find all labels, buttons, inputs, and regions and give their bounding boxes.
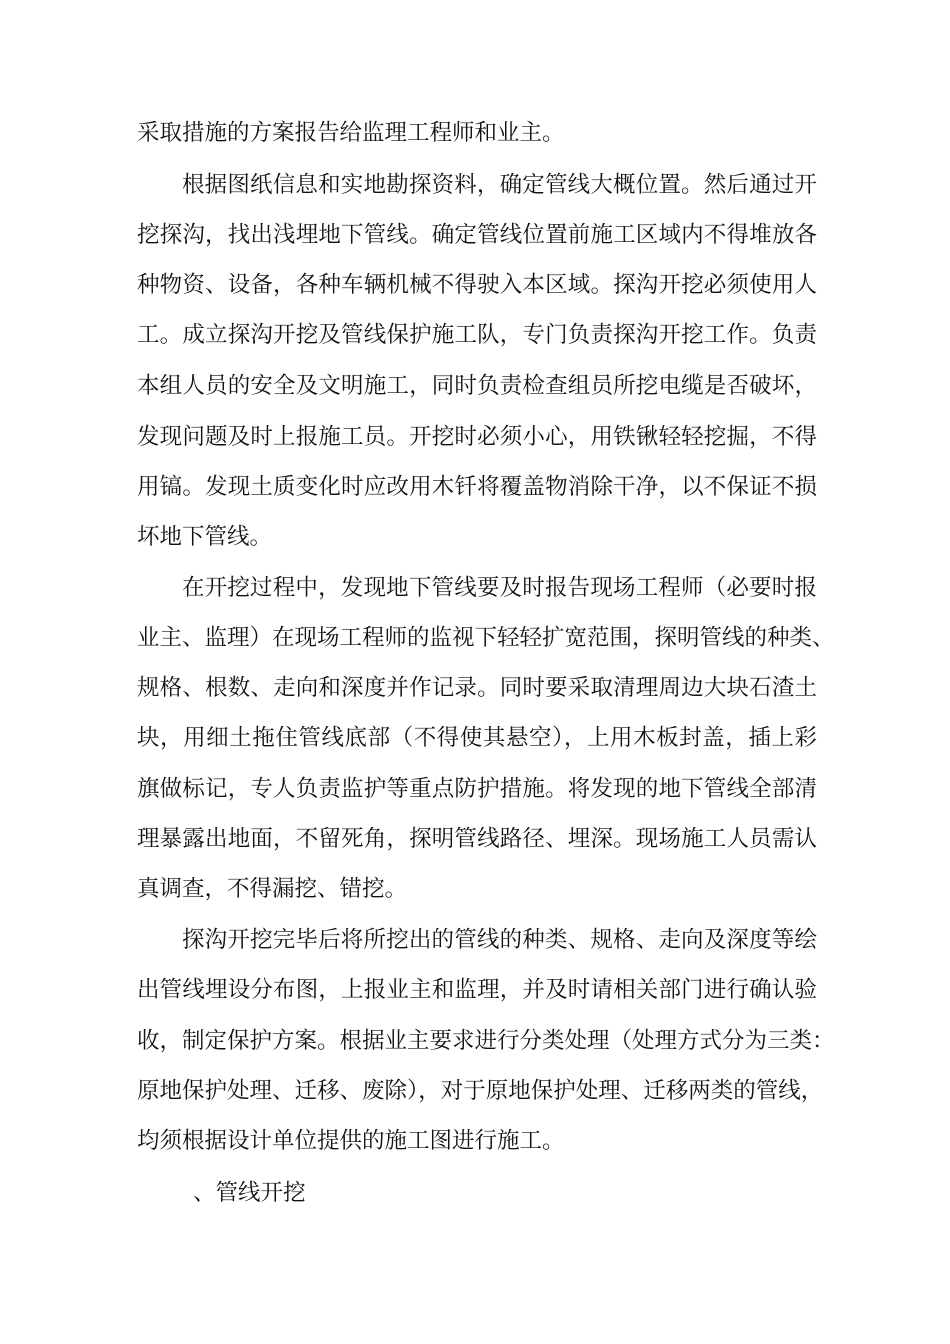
paragraph-2-line-3: 种物资、设备，各种车辆机械不得驶入本区域。探沟开挖必须使用人 (137, 272, 817, 298)
paragraph-2-line-5: 本组人员的安全及文明施工，同时负责检查组员所挖电缆是否破坏， (137, 373, 817, 399)
paragraph-2-line-1: 根据图纸信息和实地勘探资料，确定管线大概位置。然后通过开 (182, 172, 817, 198)
paragraph-2-line-8: 坏地下管线。 (137, 524, 273, 550)
paragraph-3-line-4: 块，用细土拖住管线底部（不得使其悬空），上用木板封盖，插上彩 (137, 725, 817, 751)
paragraph-2-line-2: 挖探沟，找出浅埋地下管线。确定管线位置前施工区域内不得堆放各 (137, 222, 817, 248)
paragraph-3-line-7: 真调查，不得漏挖、错挖。 (137, 876, 408, 902)
paragraph-3-line-3: 规格、根数、走向和深度并作记录。同时要采取清理周边大块石渣土 (137, 675, 817, 701)
paragraph-2-line-7: 用镐。发现土质变化时应改用木钎将覆盖物消除干净，以不保证不损 (137, 474, 817, 500)
paragraph-1-line-1: 采取措施的方案报告给监理工程师和业主。 (137, 120, 565, 146)
paragraph-4-line-1: 探沟开挖完毕后将所挖出的管线的种类、规格、走向及深度等绘 (182, 927, 817, 953)
paragraph-3-line-1: 在开挖过程中，发现地下管线要及时报告现场工程师（必要时报 (182, 575, 817, 601)
section-heading: 、管线开挖 (193, 1180, 306, 1206)
paragraph-4-line-3: 收，制定保护方案。根据业主要求进行分类处理（处理方式分为三类： (137, 1028, 835, 1054)
paragraph-4-line-2: 出管线埋设分布图，上报业主和监理，并及时请相关部门进行确认验 (137, 977, 817, 1003)
paragraph-2-line-4: 工。成立探沟开挖及管线保护施工队，专门负责探沟开挖工作。负责 (137, 322, 817, 348)
paragraph-3-line-5: 旗做标记，专人负责监护等重点防护措施。将发现的地下管线全部清 (137, 776, 817, 802)
paragraph-3-line-6: 理暴露出地面，不留死角，探明管线路径、埋深。现场施工人员需认 (137, 826, 817, 852)
paragraph-4-line-4: 原地保护处理、迁移、废除），对于原地保护处理、迁移两类的管线， (137, 1078, 824, 1104)
paragraph-2-line-6: 发现问题及时上报施工员。开挖时必须小心，用铁锹轻轻挖掘，不得 (137, 424, 817, 450)
paragraph-4-line-5: 均须根据设计单位提供的施工图进行施工。 (137, 1128, 565, 1154)
paragraph-3-line-2: 业主、监理）在现场工程师的监视下轻轻扩宽范围，探明管线的种类、 (137, 625, 835, 651)
